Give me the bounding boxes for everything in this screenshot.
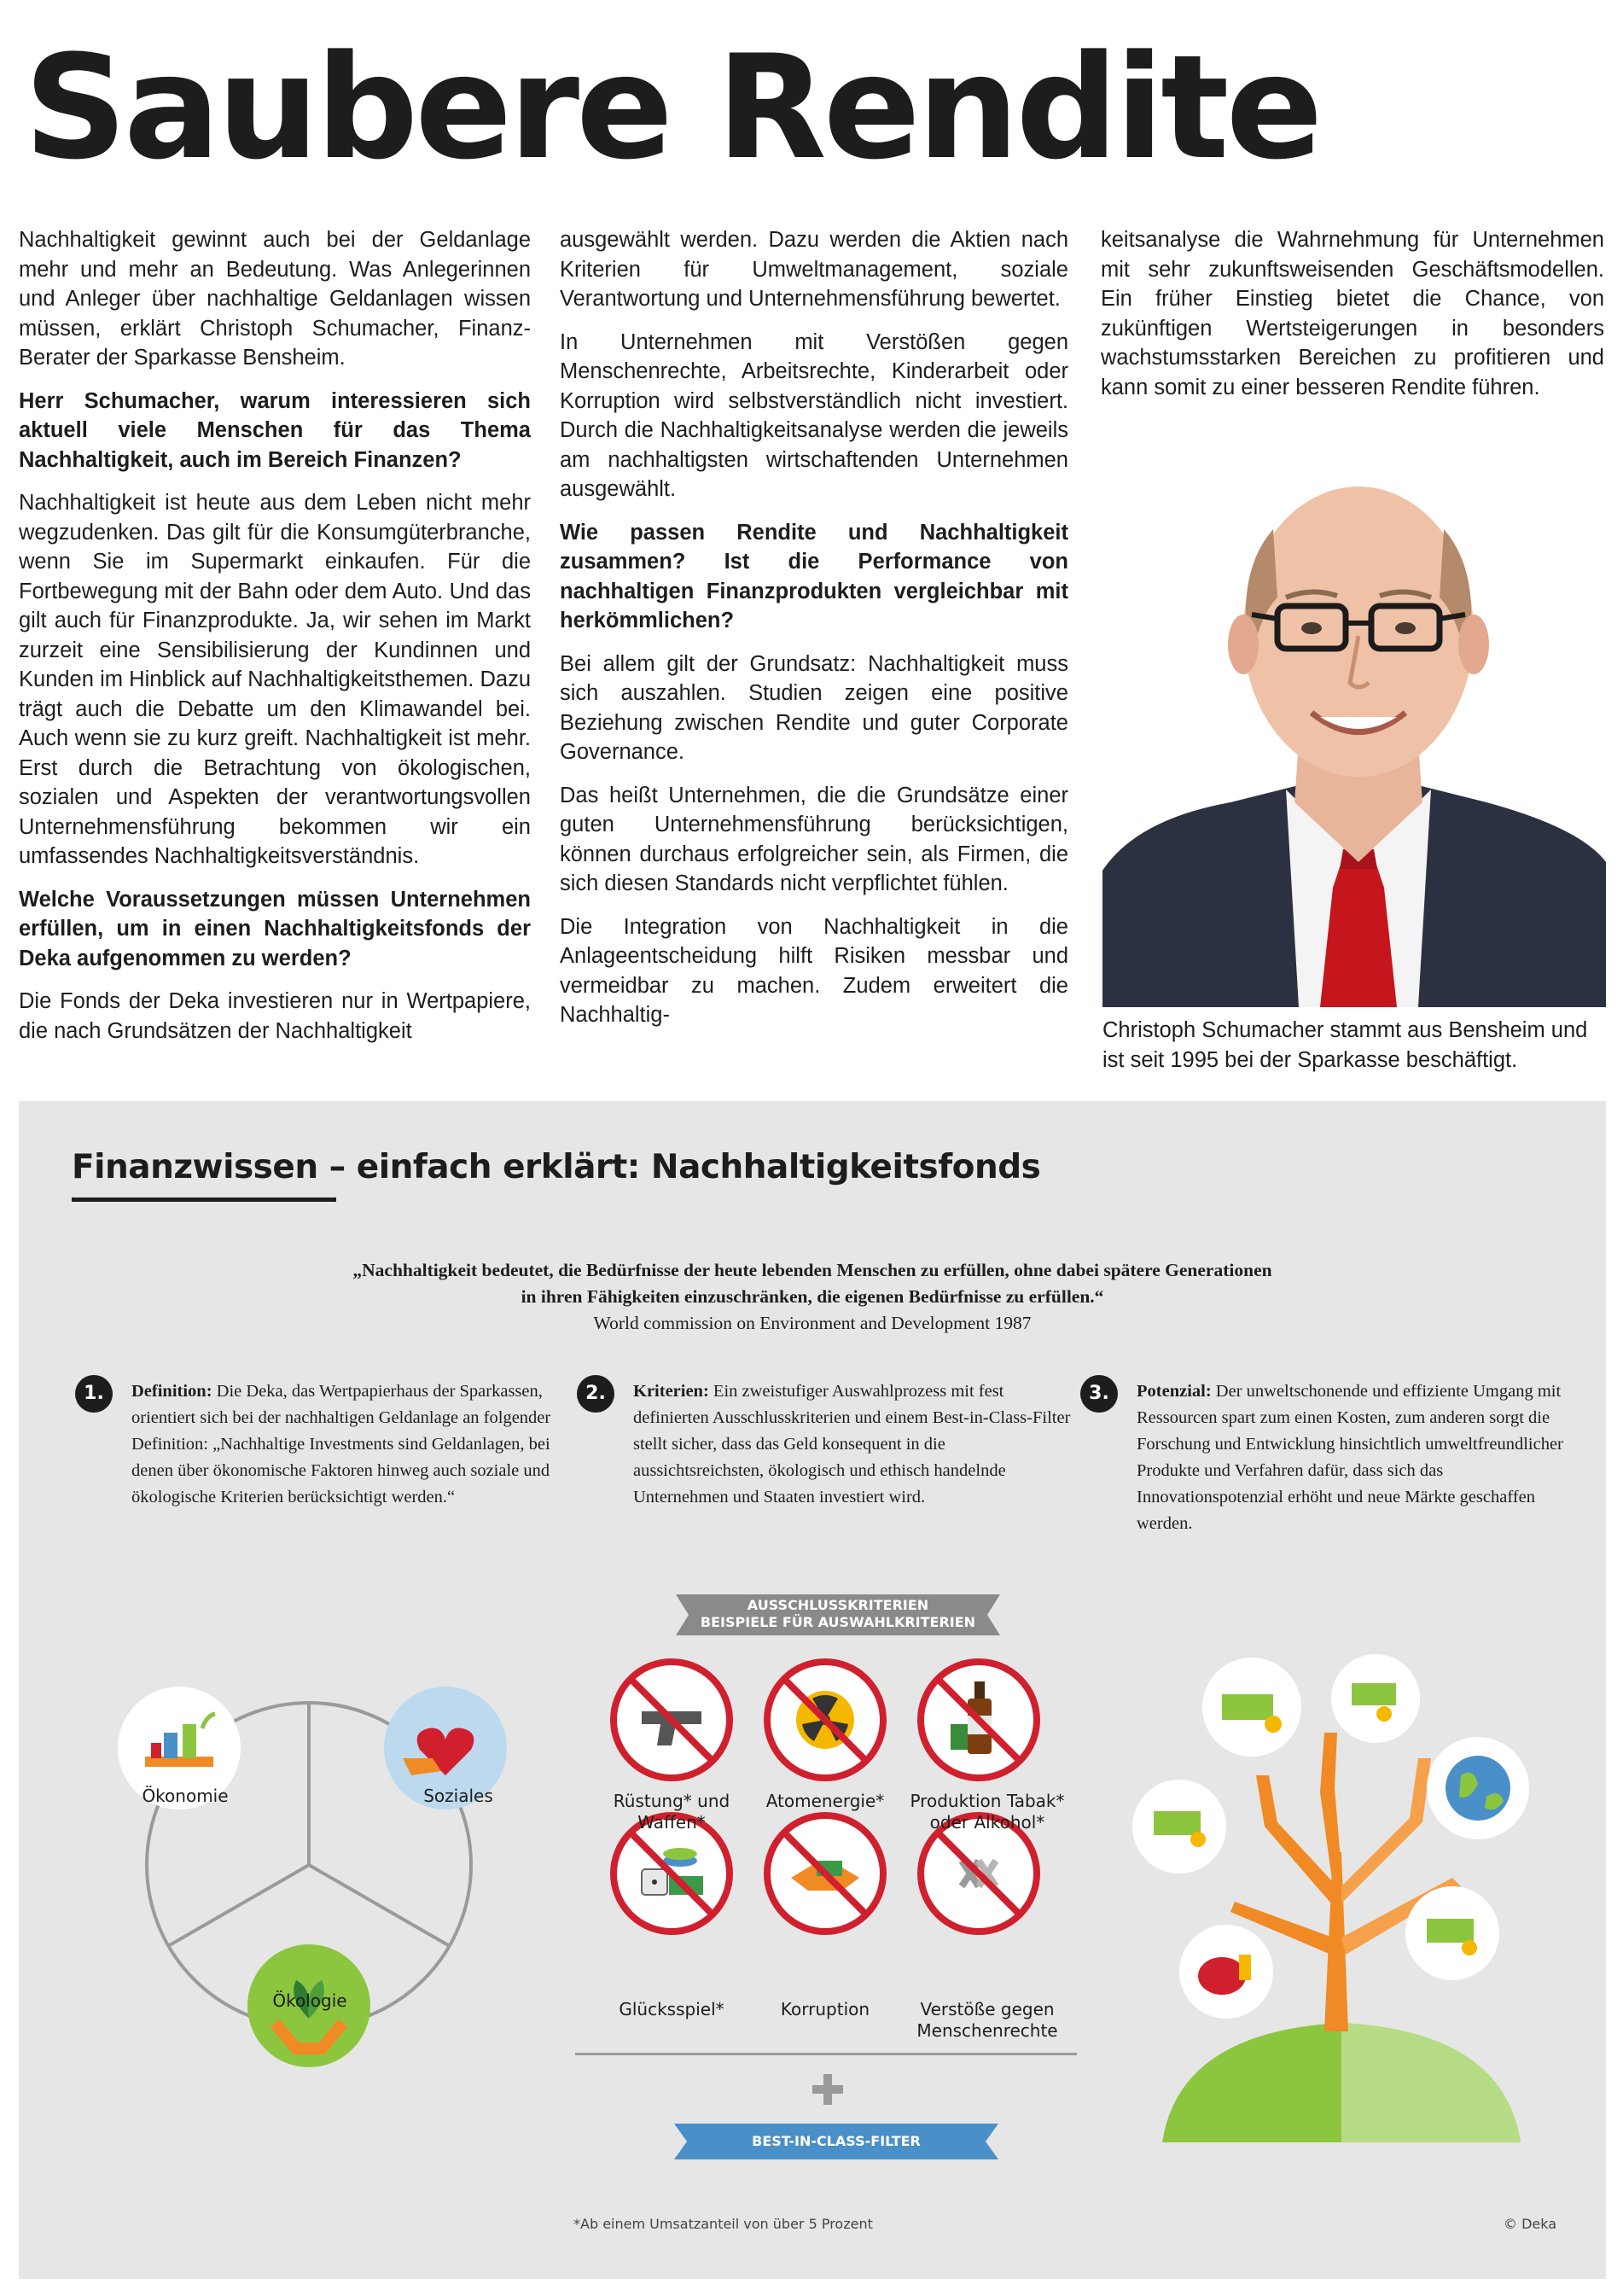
article-paragraph: Die Fonds der Deka investieren nur in Wertpapiere, die nach Grundsätzen der Nachhaltigkeit — [19, 989, 531, 1043]
globe-icon — [1427, 1737, 1529, 1839]
money-bubble-icon — [1132, 1780, 1226, 1874]
corruption-icon — [767, 1815, 883, 1932]
interview-question: Wie passen Rendite und Nachhaltigkeit zusammen? Ist die Performance von nachhaltigen Finanzprodukten vergleichbar mit herkömmlichen? — [560, 520, 1068, 632]
portrait-caption: Christoph Schumacher stammt aus Bensheim und ist seit 1995 bei der Sparkasse beschäftigt. — [1102, 1018, 1588, 1072]
step-number: 3. — [1080, 1375, 1118, 1413]
article-paragraph: Bei allem gilt der Grundsatz: Nachhaltigkeit muss sich auszahlen. Studien zeigen eine positive Beziehung zwischen Rendite und guter Corporate Governance. — [560, 651, 1068, 764]
money-bubble-icon — [1405, 1886, 1499, 1980]
quote-line-1: „Nachhaltigkeit bedeutet, die Bedürfnisse der heute lebenden Menschen zu erfüllen, ohne dabei spätere Generationen — [352, 1260, 1272, 1280]
step-heading: Definition: — [131, 1382, 212, 1401]
article-column-1 — [19, 225, 531, 1059]
exclusion-label-gluecksspiel: Glücksspiel* — [619, 1999, 724, 2019]
step-number: 2. — [577, 1375, 614, 1413]
pillar-label-soziales: Soziales — [423, 1786, 493, 1806]
three-pillars-diagram — [104, 1647, 582, 2125]
article-headline: Saubere Rendite — [24, 24, 1320, 191]
banner-title: AUSSCHLUSSKRITERIEN — [747, 1597, 929, 1613]
money-bubble-icon — [1331, 1654, 1420, 1743]
portrait-photo — [1102, 461, 1606, 1007]
article-paragraph: Nachhaltigkeit ist heute aus dem Leben nicht mehr wegzudenken. Das gilt für die Konsumgüterbranche, wenn Sie im Supermarkt einkaufen. Für die Fortbewegung mit der Bahn oder dem Auto. Und das gilt auch für Finanzprodukte. Ja, wir sehen im Markt zurzeit eine Sensibilisierung der Kundinnen und Kunden im Hinblick auf Nachhaltigkeitsthemen. Dazu trägt auch die Debatte um den Klimawandel bei. Auch wenn sie zu kurz greift. Nachhaltigkeit ist mehr. Erst durch die Betrachtung von ökologischen, sozialen und Aspekten der verantwortungsvollen Unternehmensführung bekommen wir ein umfassendes Nachhaltigkeitsverständnis. — [19, 491, 531, 868]
infographic-panel — [19, 1101, 1606, 2279]
title-underline — [72, 1198, 336, 1202]
piggy-bank-icon — [1179, 1925, 1273, 2019]
money-tree-illustration — [1128, 1630, 1572, 2177]
step-definition — [84, 1378, 592, 1511]
step-text: Ein zweistufiger Auswahlprozess mit fest definierten Ausschlusskriterien und einem Best-in-Class-Filter stellt sicher, dass das Geld konsequent in die aussichtsreichsten, ökologisch und ethisch handelnde Unternehmen und Staaten investiert wird. — [633, 1382, 1071, 1506]
banner-subtitle: BEISPIELE FÜR AUSWAHLKRITERIEN — [700, 1614, 976, 1630]
step-kriterien — [585, 1378, 1077, 1511]
best-in-class-label: BEST-IN-CLASS-FILTER — [752, 2133, 921, 2149]
exclusion-label-korruption: Korruption — [780, 1999, 870, 2019]
step-number: 1. — [75, 1375, 113, 1413]
exclusion-label-menschenrechte: Verstöße gegen Menschenrechte — [916, 1999, 1058, 2041]
step-text: Der unweltschonende und effiziente Umgang mit Ressourcen spart zum einen Kosten, zum anderen sorgt die Forschung und Entwicklung hinsichtlich umweltfreundlicher Produkte und Verfahren dafür, dass sich das Innovationspotenzial erhöht und neue Märkte geschaffen werden. — [1137, 1382, 1563, 1533]
footnote: *Ab einem Umsatzanteil von über 5 Prozent — [573, 2216, 873, 2232]
nuclear-icon — [767, 1662, 883, 1778]
article-column-3 — [1101, 225, 1604, 416]
pillar-label-oekologie: Ökologie — [272, 1990, 347, 2011]
interview-question: Herr Schumacher, warum interessieren sich aktuell viele Menschen für das Thema Nachhaltigkeit, auch im Bereich Finanzen? — [19, 388, 531, 472]
article-paragraph: Nachhaltigkeit gewinnt auch bei der Geldanlage mehr und mehr an Bedeutung. Was Anlegerinnen und Anleger über nachhaltige Geldanlagen wissen müssen, erklärt Christoph Schumacher, Finanz-Berater der Sparkasse Bensheim. — [19, 228, 531, 370]
article-paragraph: Das heißt Unternehmen, die die Grundsätze einer guten Unternehmensführung berücksichtigen, können durchaus erfolgreicher sein, als Firmen, die sich diesen Standards nicht verpflichtet fühlen. — [560, 783, 1068, 895]
weapon-icon — [614, 1662, 730, 1778]
step-heading: Potenzial: — [1137, 1382, 1212, 1401]
article-paragraph: Die Integration von Nachhaltigkeit in die Anlageentscheidung hilft Risiken messbar und vermeidbar zu machen. Zudem erweitert die Nachhaltig- — [560, 914, 1068, 1027]
plus-icon — [812, 2074, 843, 2105]
exclusion-label-tabak: Produktion Tabak* oder Alkohol* — [910, 1791, 1065, 1833]
money-bubble-icon — [1202, 1658, 1301, 1757]
step-heading: Kriterien: — [633, 1382, 709, 1401]
quote-source: World commission on Environment and Development 1987 — [593, 1313, 1032, 1333]
infographic-title: Finanzwissen – einfach erklärt: Nachhaltigkeitsfonds — [72, 1148, 1041, 1186]
pillar-label-oekonomie: Ökonomie — [142, 1786, 229, 1806]
tobacco-alcohol-icon — [921, 1662, 1037, 1778]
step-potenzial — [1089, 1378, 1580, 1537]
article-paragraph: keitsanalyse die Wahrnehmung für Unternehmen mit sehr zukunftsweisenden Geschäftsmodellen. Ein früher Einstieg bietet die Chance, von zukünftigen Wertsteigerungen in besonders wachstumsstarken Bereichen zu profitieren und kann somit zu einer besseren Rendite führen. — [1101, 228, 1604, 399]
sustainability-quote — [155, 1257, 1469, 1337]
article-column-2 — [560, 225, 1068, 1044]
divider-line — [575, 2053, 1077, 2055]
quote-line-2: in ihren Fähigkeiten einzuschränken, die eigenen Bedürfnisse zu erfüllen.“ — [521, 1286, 1104, 1307]
article-paragraph: In Unternehmen mit Verstößen gegen Menschenrechte, Arbeitsrechte, Kinderarbeit oder Korruption wird selbstverständlich nicht investiert. Durch die Nachhaltigkeitsanalyse werden die jeweils am nachhaltigsten wirtschaftenden Unternehmen ausgewählt. — [560, 329, 1068, 501]
step-text: Die Deka, das Wertpapierhaus der Sparkassen, orientiert sich bei der nachhaltigen Geldanlage an folgender Definition: „Nachhaltige Investments sind Geldanlagen, bei denen über ökonomische Faktoren hinweg auch soziale und ökologische Kriterien berücksichtigt werden.“ — [131, 1382, 551, 1506]
exclusion-label-atom: Atomenergie* — [765, 1791, 885, 1811]
article-paragraph: ausgewählt werden. Dazu werden die Aktien nach Kriterien für Umweltmanagement, soziale Verantwortung und Unternehmensführung bewertet. — [560, 228, 1068, 311]
interview-question: Welche Voraussetzungen müssen Unternehmen erfüllen, um in einen Nachhaltigkeitsfonds der Deka aufgenommen zu werden? — [19, 887, 531, 970]
copyright: © Deka — [1504, 2216, 1557, 2232]
exclusion-label-ruestung: Rüstung* und Waffen* — [613, 1791, 730, 1833]
